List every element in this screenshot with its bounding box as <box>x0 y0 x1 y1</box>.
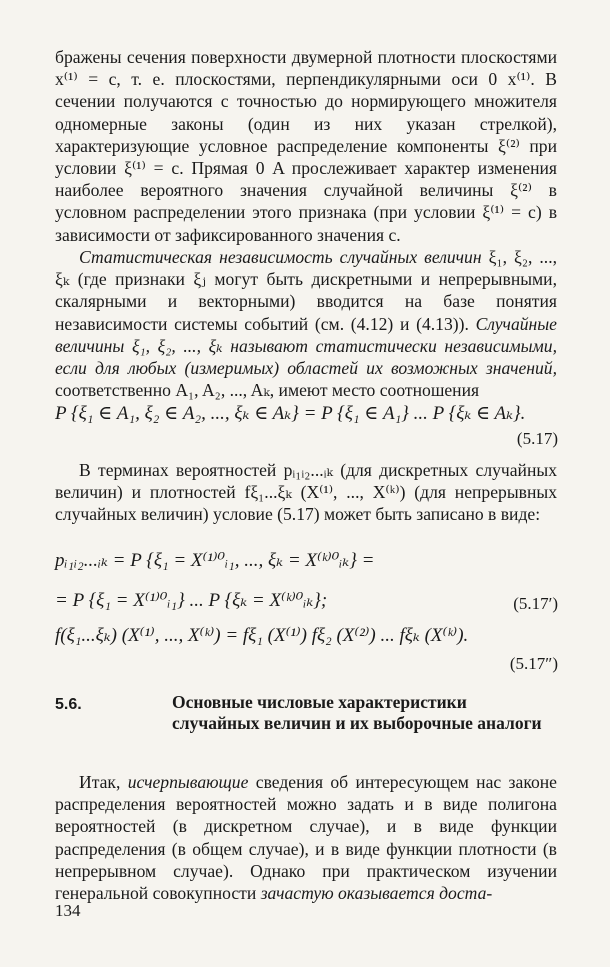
paragraph-numerical-characteristics: Итак, исчерпывающие сведения об интересующем нас законе распределения вероятностей можно задать и в виде полигона вероятностей (в дискретном случае), и в виде функции распределения (в общем случае), и в виде функции плотности (в непрерывном случае). Однако при практическом изучении генеральной совокупности зачастую оказывается доста- <box>55 772 557 904</box>
equation-number-5-17-double-prime: (5.17″) <box>509 654 558 673</box>
equation-5-17-prime-line2: = P {ξ₁ = X⁽¹⁾⁰ᵢ₁} ... P {ξₖ = X⁽ᵏ⁾⁰ᵢₖ}; <box>55 590 328 611</box>
paragraph-terms-densities: В терминах вероятностей pᵢ₁ᵢ₂...ᵢₖ (для дискретных случайных величин) и плотностей fξ₁...ξₖ (X⁽¹⁾, ..., X⁽ᵏ⁾) (для непрерывных случайных величин) условие (5.17) может быть записано в виде: <box>55 460 557 525</box>
term-independence: Статистическая независимость случайных величин <box>79 247 482 267</box>
section-number: 5.6. <box>55 696 82 713</box>
equation-number-5-17-prime: (5.17′) <box>513 594 558 613</box>
page-number: 134 <box>55 901 81 920</box>
paragraph-independence: Статистическая независимость случайных величин ξ₁, ξ₂, ..., ξₖ (где признаки ξⱼ могут быть дискретными и непрерывными, скалярными и векторными) вводится на базе понятия независимости системы событий (см. (4.12) и (4.13)). Случайные величины ξ₁, ξ₂, ..., ξₖ называют статистически независимыми, если для любых (измеримых) областей их возможных значений, соответственно A₁, A₂, ..., Aₖ, имеют место соотношения <box>55 247 557 401</box>
section-title: Основные числовые характеристики случайных величин и их выборочные аналоги <box>172 692 542 733</box>
equation-5-17: P {ξ₁ ∈ A₁, ξ₂ ∈ A₂, ..., ξₖ ∈ Aₖ} = P {ξ₁ ∈ A₁} ... P {ξₖ ∈ Aₖ}. <box>55 403 526 424</box>
definition-independence: Случайные величины ξ₁, ξ₂, ..., ξₖ называют статистически независимыми, если для любых (измеримых) областей их возможных значений, <box>55 313 557 379</box>
equation-5-17-prime-line1: pᵢ₁ᵢ₂...ᵢₖ = P {ξ₁ = X⁽¹⁾⁰ᵢ₁, ..., ξₖ = X⁽ᵏ⁾⁰ᵢₖ} = <box>55 550 375 571</box>
equation-number-5-17: (5.17) <box>516 429 558 448</box>
paragraph-conditional-sections: бражены сечения поверхности двумерной плотности плоскостями x⁽¹⁾ = c, т. е. плоскостями, перпендикулярными оси 0 x⁽¹⁾. В сечении получаются с точностью до нормирующего множителя одномерные законы (один из них указан стрелкой), характеризующие условное распределение компоненты ξ⁽²⁾ при условии ξ⁽¹⁾ = c. Прямая 0 A прослеживает характер изменения наиболее вероятного значения случайной величины ξ⁽²⁾ в условном распределении этого признака (при условии ξ⁽¹⁾ = c) в зависимости от зафиксированного значения c. <box>55 47 557 245</box>
term-often-sufficient: зачастую оказывается доста- <box>260 883 493 904</box>
term-exhaustive: исчерпывающие <box>127 772 249 792</box>
equation-5-17-double-prime: f(ξ₁...ξₖ) (X⁽¹⁾, ..., X⁽ᵏ⁾) = fξ₁ (X⁽¹⁾) fξ₂ (X⁽²⁾) ... fξₖ (X⁽ᵏ⁾). <box>55 625 469 646</box>
